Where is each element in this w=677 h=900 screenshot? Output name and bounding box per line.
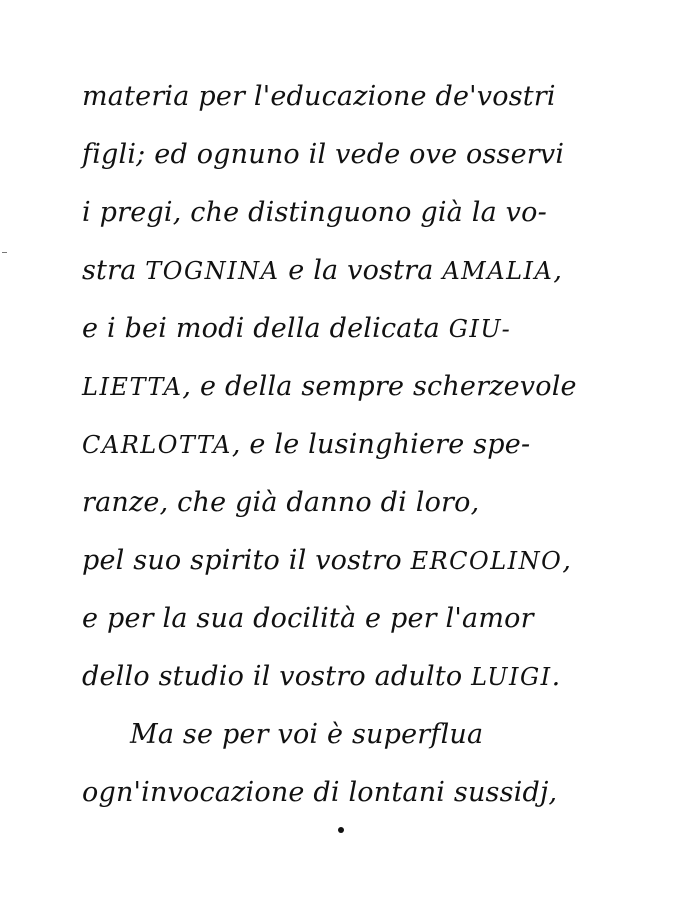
text-span: , bbox=[553, 255, 563, 286]
text-line-7 bbox=[82, 416, 542, 474]
text-span: e la vostra bbox=[279, 255, 443, 286]
name-giulietta-part1: GIU- bbox=[448, 315, 512, 343]
text-span: e i bei modi della delicata bbox=[82, 313, 449, 344]
name-ercolino: ERCOLINO bbox=[410, 547, 563, 575]
text-line-8 bbox=[82, 474, 542, 532]
text-line-12 bbox=[82, 706, 542, 764]
text-line-11 bbox=[82, 648, 561, 706]
text-line-9 bbox=[82, 532, 572, 590]
text-line-6 bbox=[82, 358, 577, 416]
text-span: , bbox=[562, 545, 572, 576]
text-span: i pregi, che distinguono già la vo- bbox=[82, 197, 547, 228]
text-span: ranze, che già danno di loro, bbox=[82, 487, 480, 518]
text-span: figli; ed ognuno il vede ove osservi bbox=[82, 139, 565, 170]
body-text bbox=[82, 68, 577, 822]
text-span: e per la sua docilità e per l'amor bbox=[82, 603, 534, 634]
text-line-5 bbox=[82, 300, 542, 358]
name-carlotta: CARLOTTA bbox=[82, 431, 232, 459]
page-ornament-dot bbox=[338, 827, 344, 833]
text-line-1 bbox=[82, 68, 556, 126]
text-span: dello studio il vostro adulto bbox=[82, 661, 472, 692]
text-line-3 bbox=[82, 184, 547, 242]
margin-mark bbox=[2, 252, 7, 253]
name-tognina: TOGNINA bbox=[145, 257, 280, 285]
text-span: pel suo spirito il vostro bbox=[82, 545, 411, 576]
text-span: stra bbox=[82, 255, 146, 286]
text-span: , e le lusinghiere spe- bbox=[231, 429, 531, 460]
name-giulietta-part2: LIETTA bbox=[82, 373, 183, 401]
name-amalia: AMALIA bbox=[442, 257, 554, 285]
text-span: . bbox=[551, 661, 561, 692]
text-span: Ma se per voi è superflua bbox=[130, 719, 484, 750]
text-line-13 bbox=[82, 764, 558, 822]
text-span: ogn'invocazione di lontani sussidj, bbox=[82, 777, 558, 808]
text-span: , e della sempre scherzevole bbox=[182, 371, 577, 402]
text-line-10 bbox=[82, 590, 542, 648]
text-span: materia per l'educazione de'vostri bbox=[82, 81, 556, 112]
name-luigi: LUIGI bbox=[471, 663, 552, 691]
text-line-2 bbox=[82, 126, 565, 184]
text-line-4 bbox=[82, 242, 563, 300]
